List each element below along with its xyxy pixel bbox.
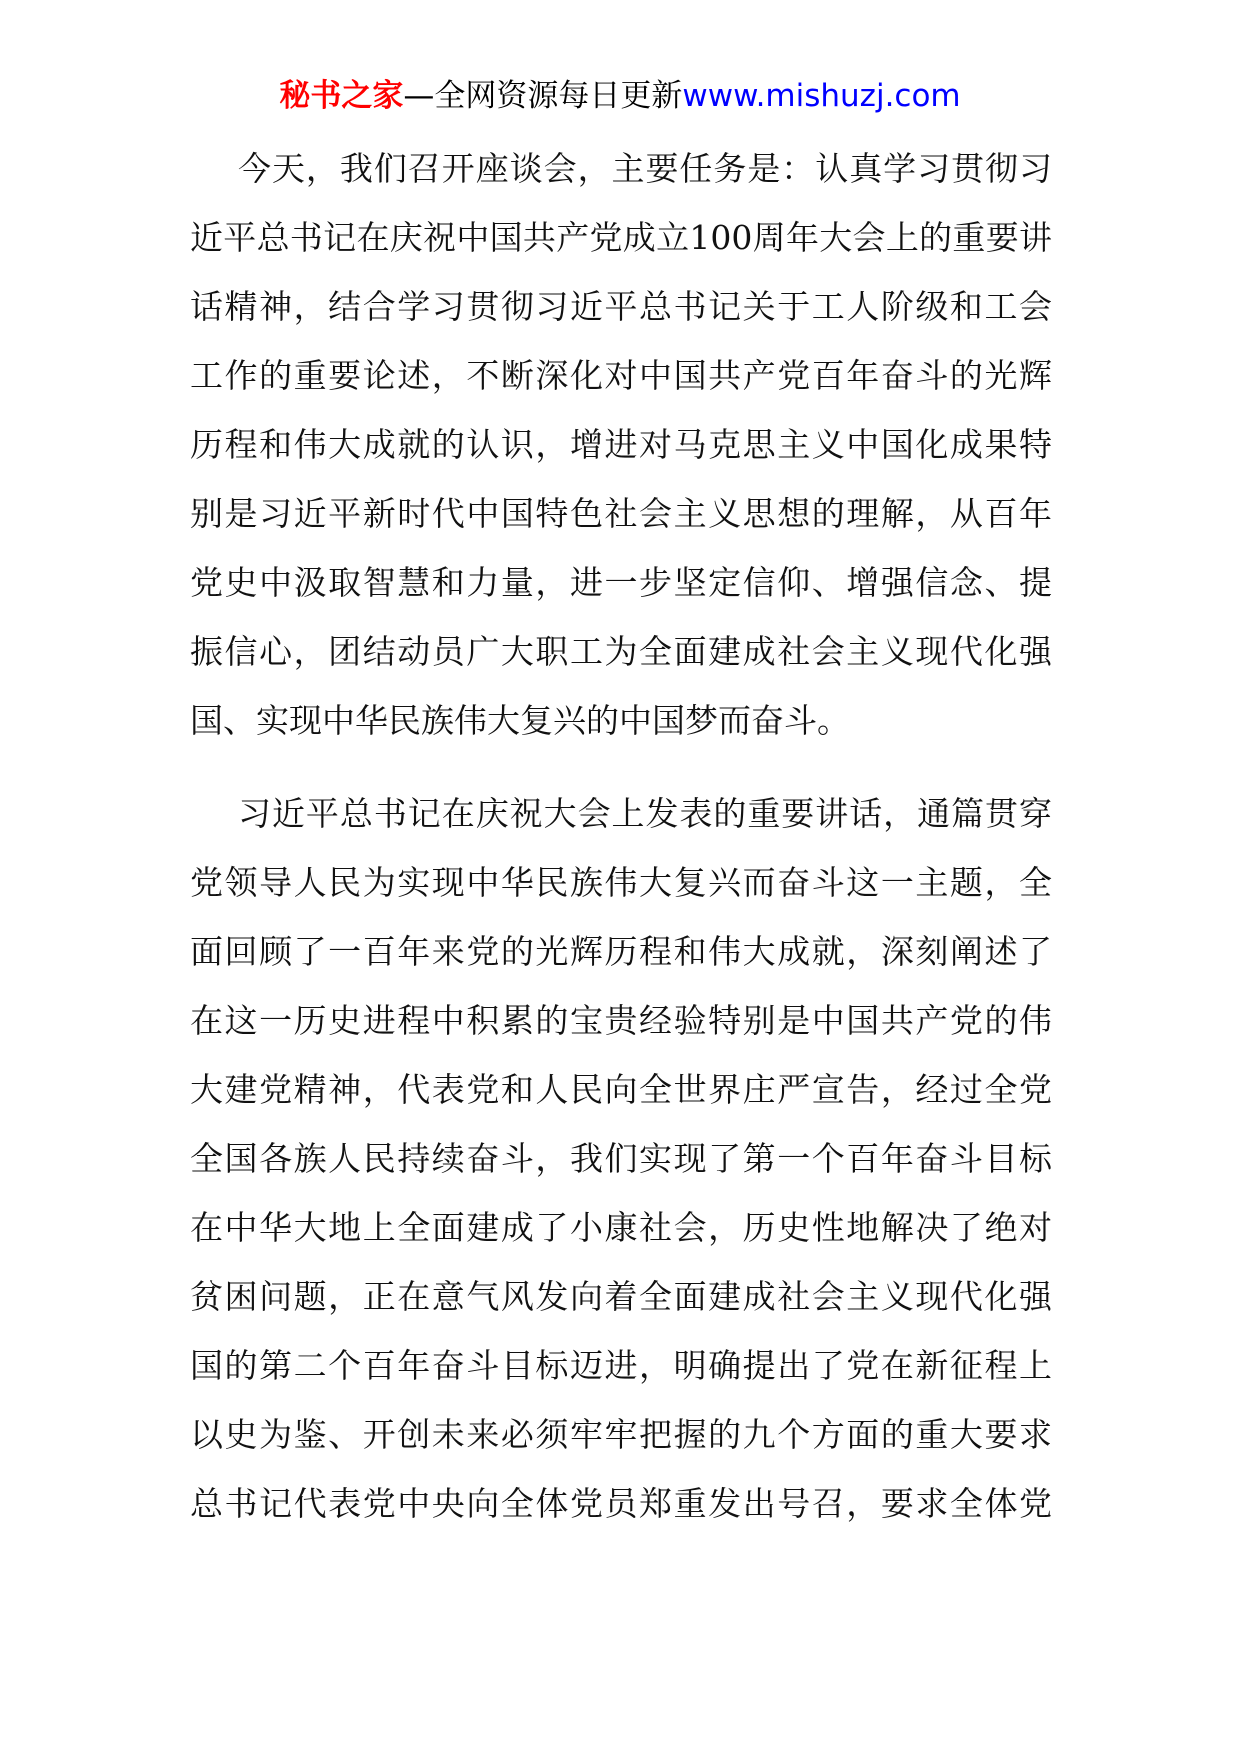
paragraph-1 [190,134,1052,755]
paragraph-spacer [190,755,1052,779]
text-line: 工作的重要论述，不断深化对中国共产党百年奋斗的光辉 [190,356,1052,395]
text-line: 话精神，结合学习贯彻习近平总书记关于工人阶级和工会 [190,287,1052,326]
text-line: 历程和伟大成就的认识，增进对马克思主义中国化成果特 [190,425,1052,464]
text-line: 党史中汲取智慧和力量，进一步坚定信仰、增强信念、提 [190,563,1052,602]
text-line: 今天，我们召开座谈会，主要任务是：认真学习贯彻习 [238,149,1052,188]
site-url-link[interactable]: www.mishuzj.com [682,78,961,114]
text-line: 大建党精神，代表党和人民向全世界庄严宣告，经过全党 [190,1070,1052,1109]
text-line: 近平总书记在庆祝中国共产党成立100周年大会上的重要讲 [190,218,1052,257]
text-line: 在这一历史进程中积累的宝贵经验特别是中国共产党的伟 [190,1001,1052,1040]
text-line: 党领导人民为实现中华民族伟大复兴而奋斗这一主题，全 [190,863,1052,902]
brand-name: 秘书之家 [279,78,404,114]
text-line: 国、实现中华民族伟大复兴的中国梦而奋斗。 [190,701,850,740]
header-tagline: —全网资源每日更新 [403,78,683,114]
text-line: 全国各族人民持续奋斗，我们实现了第一个百年奋斗目标 [190,1139,1052,1178]
text-line: 以史为鉴、开创未来必须牢牢把握的九个方面的重大要求 [190,1415,1052,1454]
text-line: 习近平总书记在庆祝大会上发表的重要讲话，通篇贯穿 [238,794,1052,833]
text-line: 振信心，团结动员广大职工为全面建成社会主义现代化强 [190,632,1052,671]
text-line: 国的第二个百年奋斗目标迈进，明确提出了党在新征程上 [190,1346,1052,1385]
paragraph-2 [190,779,1052,1538]
text-line: 贫困问题，正在意气风发向着全面建成社会主义现代化强 [190,1277,1052,1316]
watermark-header [0,74,1240,118]
text-line: 在中华大地上全面建成了小康社会，历史性地解决了绝对 [190,1208,1052,1247]
document-body [190,134,1052,1538]
text-line: 别是习近平新时代中国特色社会主义思想的理解，从百年 [190,494,1052,533]
text-line: 总书记代表党中央向全体党员郑重发出号召，要求全体党 [190,1484,1052,1523]
text-line: 面回顾了一百年来党的光辉历程和伟大成就，深刻阐述了 [190,932,1052,971]
